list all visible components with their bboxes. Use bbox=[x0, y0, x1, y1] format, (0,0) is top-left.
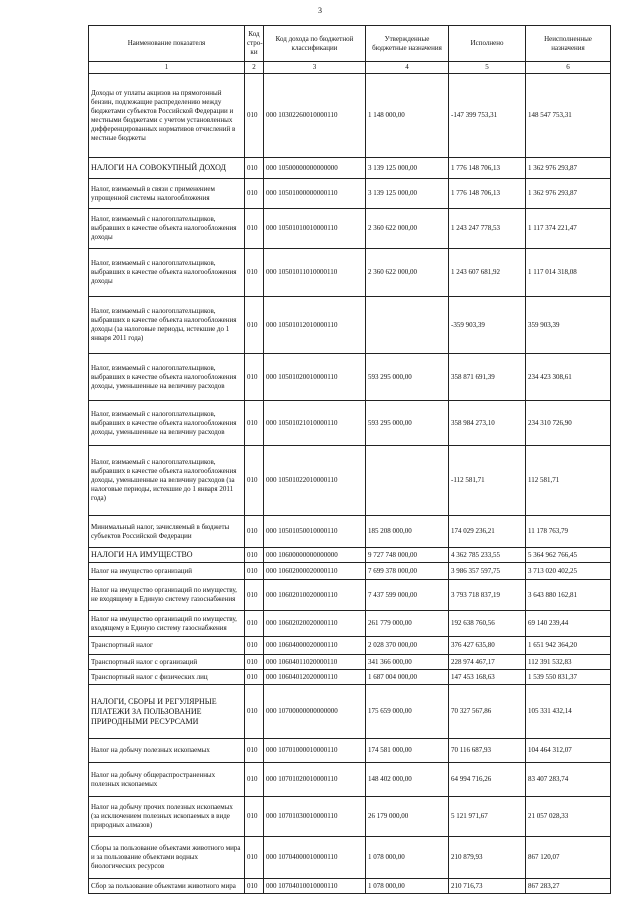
header-name: Наименование показателя bbox=[89, 26, 245, 62]
row-line-code: 010 bbox=[245, 74, 264, 158]
row-name: Сбор за пользование объектами животного мира bbox=[89, 879, 245, 894]
row-name: Налог на имущество организаций по имуществу, не входящему в Единую систему газоснабжения bbox=[89, 580, 245, 611]
table-row bbox=[89, 446, 611, 516]
row-unexecuted: 359 903,39 bbox=[526, 297, 611, 354]
row-name: Налог, взимаемый с налогоплательщиков, выбравших в качестве объекта налогообложения доходы bbox=[89, 209, 245, 249]
row-unexecuted: 1 362 976 293,87 bbox=[526, 158, 611, 179]
row-executed: 70 327 567,86 bbox=[449, 685, 526, 739]
row-name: Транспортный налог с физических лиц bbox=[89, 670, 245, 685]
row-unexecuted: 1 362 976 293,87 bbox=[526, 179, 611, 209]
row-line-code: 010 bbox=[245, 685, 264, 739]
table-row bbox=[89, 516, 611, 548]
row-line-code: 010 bbox=[245, 354, 264, 401]
table-row bbox=[89, 739, 611, 763]
row-approved: 7 437 599 000,00 bbox=[366, 580, 449, 611]
column-number: 4 bbox=[366, 62, 449, 74]
row-line-code: 010 bbox=[245, 401, 264, 446]
row-name: Налог на имущество организаций по имуществу, входящему в Единую систему газоснабжения bbox=[89, 611, 245, 637]
row-line-code: 010 bbox=[245, 637, 264, 655]
row-line-code: 010 bbox=[245, 739, 264, 763]
row-approved: 7 699 378 000,00 bbox=[366, 563, 449, 580]
header-executed: Исполнено bbox=[449, 26, 526, 62]
row-approved: 341 366 000,00 bbox=[366, 655, 449, 670]
row-unexecuted: 867 120,07 bbox=[526, 837, 611, 879]
table-row bbox=[89, 879, 611, 894]
row-income-code: 000 10604012020000110 bbox=[264, 670, 366, 685]
table-row bbox=[89, 655, 611, 670]
row-approved: 3 139 125 000,00 bbox=[366, 179, 449, 209]
header-row bbox=[89, 26, 611, 62]
row-name: Минимальный налог, зачисляемый в бюджеты субъектов Российской Федерации bbox=[89, 516, 245, 548]
row-approved: 174 581 000,00 bbox=[366, 739, 449, 763]
table-row bbox=[89, 548, 611, 563]
row-line-code: 010 bbox=[245, 797, 264, 837]
table-row bbox=[89, 354, 611, 401]
row-line-code: 010 bbox=[245, 297, 264, 354]
table-row bbox=[89, 297, 611, 354]
row-unexecuted: 3 643 880 162,81 bbox=[526, 580, 611, 611]
row-executed: 3 986 357 597,75 bbox=[449, 563, 526, 580]
table-row bbox=[89, 401, 611, 446]
row-income-code: 000 10700000000000000 bbox=[264, 685, 366, 739]
row-approved: 593 295 000,00 bbox=[366, 401, 449, 446]
table-row bbox=[89, 670, 611, 685]
row-line-code: 010 bbox=[245, 516, 264, 548]
row-approved bbox=[366, 446, 449, 516]
table-row bbox=[89, 611, 611, 637]
row-unexecuted: 234 423 308,61 bbox=[526, 354, 611, 401]
row-executed: 5 121 971,67 bbox=[449, 797, 526, 837]
row-line-code: 010 bbox=[245, 655, 264, 670]
column-number: 6 bbox=[526, 62, 611, 74]
row-approved: 2 028 370 000,00 bbox=[366, 637, 449, 655]
row-line-code: 010 bbox=[245, 580, 264, 611]
row-executed: 1 243 247 778,53 bbox=[449, 209, 526, 249]
row-income-code: 000 10602000020000110 bbox=[264, 563, 366, 580]
row-name: НАЛОГИ НА ИМУЩЕСТВО bbox=[89, 548, 245, 563]
row-name: Налог на добычу общераспространенных полезных ископаемых bbox=[89, 763, 245, 797]
header-line-code: Код стро-ки bbox=[245, 26, 264, 62]
row-income-code: 000 10501050010000110 bbox=[264, 516, 366, 548]
row-income-code: 000 10701020010000110 bbox=[264, 763, 366, 797]
table-row bbox=[89, 563, 611, 580]
row-income-code: 000 10501010010000110 bbox=[264, 209, 366, 249]
table-row bbox=[89, 74, 611, 158]
row-income-code: 000 10701030010000110 bbox=[264, 797, 366, 837]
table-row bbox=[89, 685, 611, 739]
row-executed: 70 116 687,93 bbox=[449, 739, 526, 763]
row-executed: 1 776 148 706,13 bbox=[449, 179, 526, 209]
row-executed: -112 581,71 bbox=[449, 446, 526, 516]
table-row bbox=[89, 837, 611, 879]
row-unexecuted: 112 581,71 bbox=[526, 446, 611, 516]
row-income-code: 000 10704010010000110 bbox=[264, 879, 366, 894]
row-executed: 358 871 691,39 bbox=[449, 354, 526, 401]
row-income-code: 000 10701000010000110 bbox=[264, 739, 366, 763]
row-line-code: 010 bbox=[245, 611, 264, 637]
row-name: Налог, взимаемый в связи с применением упрощенной системы налогообложения bbox=[89, 179, 245, 209]
row-approved: 1 148 000,00 bbox=[366, 74, 449, 158]
header-income-code: Код дохода по бюджетной классификации bbox=[264, 26, 366, 62]
row-line-code: 010 bbox=[245, 179, 264, 209]
row-executed: -359 903,39 bbox=[449, 297, 526, 354]
row-unexecuted: 1 539 550 831,37 bbox=[526, 670, 611, 685]
row-executed: 358 984 273,10 bbox=[449, 401, 526, 446]
row-approved: 148 402 000,00 bbox=[366, 763, 449, 797]
row-name: Налог на имущество организаций bbox=[89, 563, 245, 580]
table-row bbox=[89, 637, 611, 655]
row-line-code: 010 bbox=[245, 879, 264, 894]
row-approved bbox=[366, 297, 449, 354]
row-executed: 3 793 718 837,19 bbox=[449, 580, 526, 611]
row-income-code: 000 10501020010000110 bbox=[264, 354, 366, 401]
row-unexecuted: 867 283,27 bbox=[526, 879, 611, 894]
row-name: Транспортный налог с организаций bbox=[89, 655, 245, 670]
budget-execution-table bbox=[88, 25, 611, 894]
row-approved: 175 659 000,00 bbox=[366, 685, 449, 739]
row-income-code: 000 10501012010000110 bbox=[264, 297, 366, 354]
column-number: 1 bbox=[89, 62, 245, 74]
row-executed: 147 453 168,63 bbox=[449, 670, 526, 685]
row-unexecuted: 105 331 432,14 bbox=[526, 685, 611, 739]
column-number: 3 bbox=[264, 62, 366, 74]
row-unexecuted: 234 310 726,90 bbox=[526, 401, 611, 446]
row-line-code: 010 bbox=[245, 158, 264, 179]
row-unexecuted: 11 178 763,79 bbox=[526, 516, 611, 548]
row-executed: 376 427 635,80 bbox=[449, 637, 526, 655]
row-income-code: 000 10501022010000110 bbox=[264, 446, 366, 516]
row-line-code: 010 bbox=[245, 837, 264, 879]
row-unexecuted: 1 117 374 221,47 bbox=[526, 209, 611, 249]
row-income-code: 000 10600000000000000 bbox=[264, 548, 366, 563]
row-unexecuted: 104 464 312,07 bbox=[526, 739, 611, 763]
row-name: Доходы от уплаты акцизов на прямогонный бензин, подлежащие распределению между бюджетами субъектов Российской Федерации и местными бюджетами с учетом установленных дифференцированных нормативов отчислений в местные бюджеты bbox=[89, 74, 245, 158]
column-number: 5 bbox=[449, 62, 526, 74]
row-approved: 26 179 000,00 bbox=[366, 797, 449, 837]
header-unexecuted: Неисполненные назначения bbox=[526, 26, 611, 62]
row-unexecuted: 1 651 942 364,20 bbox=[526, 637, 611, 655]
row-name: НАЛОГИ, СБОРЫ И РЕГУЛЯРНЫЕ ПЛАТЕЖИ ЗА ПОЛЬЗОВАНИЕ ПРИРОДНЫМИ РЕСУРСАМИ bbox=[89, 685, 245, 739]
column-number: 2 bbox=[245, 62, 264, 74]
row-income-code: 000 10501011010000110 bbox=[264, 249, 366, 297]
row-line-code: 010 bbox=[245, 548, 264, 563]
row-unexecuted: 69 140 239,44 bbox=[526, 611, 611, 637]
row-approved: 185 208 000,00 bbox=[366, 516, 449, 548]
row-name: Налог, взимаемый с налогоплательщиков, выбравших в качестве объекта налогообложения доходы, уменьшенные на величину расходов bbox=[89, 401, 245, 446]
row-line-code: 010 bbox=[245, 670, 264, 685]
row-approved: 1 078 000,00 bbox=[366, 837, 449, 879]
row-executed: 174 029 236,21 bbox=[449, 516, 526, 548]
row-income-code: 000 10302260010000110 bbox=[264, 74, 366, 158]
row-line-code: 010 bbox=[245, 249, 264, 297]
row-line-code: 010 bbox=[245, 446, 264, 516]
row-unexecuted: 3 713 020 402,25 bbox=[526, 563, 611, 580]
row-unexecuted: 5 364 962 766,45 bbox=[526, 548, 611, 563]
row-approved: 9 727 748 000,00 bbox=[366, 548, 449, 563]
table-row bbox=[89, 797, 611, 837]
header-approved: Утвержденные бюджетные назначения bbox=[366, 26, 449, 62]
row-name: Налог, взимаемый с налогоплательщиков, выбравших в качестве объекта налогообложения доходы, уменьшенные на величину расходов bbox=[89, 354, 245, 401]
table-row bbox=[89, 249, 611, 297]
row-approved: 2 360 622 000,00 bbox=[366, 249, 449, 297]
table-row bbox=[89, 158, 611, 179]
column-number-row bbox=[89, 62, 611, 74]
row-approved: 1 687 004 000,00 bbox=[366, 670, 449, 685]
row-unexecuted: 21 057 028,33 bbox=[526, 797, 611, 837]
row-unexecuted: 1 117 014 318,08 bbox=[526, 249, 611, 297]
row-income-code: 000 10602020020000110 bbox=[264, 611, 366, 637]
row-name: Налог, взимаемый с налогоплательщиков, выбравших в качестве объекта налогообложения доходы, уменьшенные на величину расходов (за налоговые периоды, истекшие до 1 января 2011 года) bbox=[89, 446, 245, 516]
table-row bbox=[89, 580, 611, 611]
row-income-code: 000 10602010020000110 bbox=[264, 580, 366, 611]
table-row bbox=[89, 179, 611, 209]
row-approved: 3 139 125 000,00 bbox=[366, 158, 449, 179]
row-name: Налог, взимаемый с налогоплательщиков, выбравших в качестве объекта налогообложения доходы (за налоговые периоды, истекшие до 1 января 2011 года) bbox=[89, 297, 245, 354]
row-approved: 261 779 000,00 bbox=[366, 611, 449, 637]
row-name: НАЛОГИ НА СОВОКУПНЫЙ ДОХОД bbox=[89, 158, 245, 179]
row-name: Налог на добычу полезных ископаемых bbox=[89, 739, 245, 763]
row-unexecuted: 83 407 283,74 bbox=[526, 763, 611, 797]
row-income-code: 000 10500000000000000 bbox=[264, 158, 366, 179]
row-name: Транспортный налог bbox=[89, 637, 245, 655]
row-income-code: 000 10501021010000110 bbox=[264, 401, 366, 446]
row-unexecuted: 112 391 532,83 bbox=[526, 655, 611, 670]
row-approved: 593 295 000,00 bbox=[366, 354, 449, 401]
row-line-code: 010 bbox=[245, 209, 264, 249]
row-income-code: 000 10604000020000110 bbox=[264, 637, 366, 655]
row-executed: 228 974 467,17 bbox=[449, 655, 526, 670]
row-unexecuted: 148 547 753,31 bbox=[526, 74, 611, 158]
row-approved: 2 360 622 000,00 bbox=[366, 209, 449, 249]
row-executed: 64 994 716,26 bbox=[449, 763, 526, 797]
row-income-code: 000 10604011020000110 bbox=[264, 655, 366, 670]
row-executed: 1 243 607 681,92 bbox=[449, 249, 526, 297]
table-row bbox=[89, 209, 611, 249]
row-name: Налог на добычу прочих полезных ископаемых (за исключением полезных ископаемых в виде природных алмазов) bbox=[89, 797, 245, 837]
row-executed: 210 879,93 bbox=[449, 837, 526, 879]
row-line-code: 010 bbox=[245, 563, 264, 580]
row-executed: 192 638 760,56 bbox=[449, 611, 526, 637]
row-line-code: 010 bbox=[245, 763, 264, 797]
row-approved: 1 078 000,00 bbox=[366, 879, 449, 894]
row-name: Налог, взимаемый с налогоплательщиков, выбравших в качестве объекта налогообложения доходы bbox=[89, 249, 245, 297]
row-executed: 4 362 785 233,55 bbox=[449, 548, 526, 563]
row-income-code: 000 10704000010000110 bbox=[264, 837, 366, 879]
row-executed: 1 776 148 706,13 bbox=[449, 158, 526, 179]
row-name: Сборы за пользование объектами животного мира и за пользование объектами водных биологических ресурсов bbox=[89, 837, 245, 879]
row-income-code: 000 10501000000000110 bbox=[264, 179, 366, 209]
row-executed: 210 716,73 bbox=[449, 879, 526, 894]
page-number: 3 bbox=[318, 6, 322, 15]
row-executed: -147 399 753,31 bbox=[449, 74, 526, 158]
table-row bbox=[89, 763, 611, 797]
